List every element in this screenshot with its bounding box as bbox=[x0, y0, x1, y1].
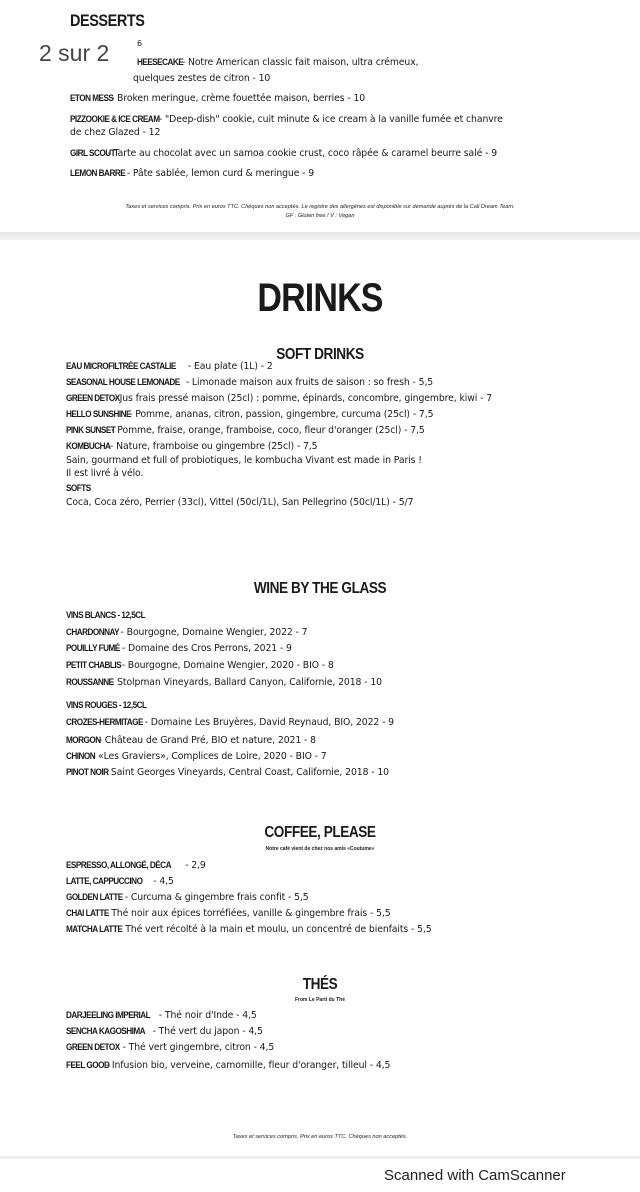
menu-item bbox=[66, 876, 178, 887]
menu-item-description: - Pâte sablée, lemon curd & meringue - 9 bbox=[123, 168, 315, 179]
menu-item-description: - Jus frais pressé maison (25cl) : pomme, épinards, concombre, gingembre, kiwi - 7 bbox=[110, 393, 493, 404]
menu-item-description: - Stolpman Vineyards, Ballard Canyon, Californie, 2018 - 10 bbox=[108, 677, 382, 688]
menu-item bbox=[66, 1010, 265, 1021]
menu-item bbox=[66, 627, 318, 638]
menu-item bbox=[66, 908, 404, 919]
menu-item-name: SENCHA KAGOSHIMA bbox=[66, 1026, 146, 1037]
menu-item-name: EAU MICROFILTRÉE CASTALIE bbox=[66, 361, 176, 372]
menu-item bbox=[66, 610, 158, 621]
menu-item-description: quelques zestes de citron - 10 bbox=[133, 73, 271, 84]
camscanner-watermark: Scanned with CamScanner bbox=[384, 1167, 566, 1184]
menu-item bbox=[66, 483, 95, 494]
menu-item bbox=[66, 393, 510, 404]
menu-item-name: SOFTS bbox=[66, 483, 91, 494]
menu-item-description: - Thé vert récolté à la main et moulu, un concentré de bienfaits - 5,5 bbox=[116, 924, 432, 935]
menu-item-description: - Curcuma & gingembre frais confit - 5,5 bbox=[121, 892, 309, 903]
menu-item-description: - Thé noir aux épices torréfiées, vanille & gingembre frais - 5,5 bbox=[102, 908, 391, 919]
menu-item-name: HELLO SUNSHINE bbox=[66, 409, 131, 420]
menu-item-name: ETON MESS bbox=[70, 93, 114, 104]
menu-item-name: GREEN DETOX bbox=[66, 1042, 120, 1053]
menu-item-name: PETIT CHABLIS bbox=[66, 660, 122, 671]
menu-item bbox=[66, 1042, 283, 1053]
menu-item-name: PINK SUNSET bbox=[66, 425, 116, 436]
section-title: COFFEE, PLEASE bbox=[264, 824, 376, 841]
menu-item bbox=[66, 660, 345, 671]
desserts-footer-legend: GF : Gluten free / V : Vegan bbox=[285, 213, 355, 219]
menu-item-description: - Domaine Les Bruyères, David Reynaud, BIO, 2022 - 9 bbox=[141, 717, 394, 728]
menu-item-name: LEMON BARRE bbox=[70, 168, 126, 179]
section-title: WINE BY THE GLASS bbox=[253, 580, 387, 597]
menu-item-description: - Domaine des Cros Perrons, 2021 - 9 bbox=[119, 643, 292, 654]
menu-item-description: - Château de Grand Pré, BIO et nature, 2021 - 8 bbox=[95, 735, 316, 746]
scan-edge bbox=[0, 1156, 640, 1159]
menu-item-name: PIZZOOKIE & ICE CREAM bbox=[70, 114, 160, 125]
menu-item bbox=[66, 441, 328, 452]
menu-item-name: PINOT NOIR bbox=[66, 767, 109, 778]
menu-item-description: - Eau plate (1L) - 2 bbox=[185, 361, 273, 372]
menu-item-description: Coca, Coca zéro, Perrier (33cl), Vittel (50cl/1L), San Pellegrino (50cl/1L) - 5/7 bbox=[66, 497, 414, 508]
menu-item bbox=[66, 643, 301, 654]
menu-item-description: - Nature, framboise ou gingembre (25cl) - 7,5 bbox=[107, 441, 318, 452]
menu-item-name: KOMBUCHA bbox=[66, 441, 111, 452]
menu-item-name: POUILLY FUMÉ bbox=[66, 643, 120, 654]
menu-item bbox=[66, 860, 212, 871]
menu-item-name: GOLDEN LATTE bbox=[66, 892, 123, 903]
menu-item-name: FEEL GOOD bbox=[66, 1060, 110, 1071]
menu-item bbox=[66, 361, 281, 372]
menu-item-description: - Infusion bio, verveine, camomille, fleur d'oranger, tilleul - 4,5 bbox=[102, 1060, 391, 1071]
menu-item bbox=[66, 700, 160, 711]
menu-item-name: SEASONAL HOUSE LEMONADE bbox=[66, 377, 180, 388]
menu-item-description: - Tarte au chocolat avec un samoa cookie crust, coco râpée & caramel beurre salé - 9 bbox=[104, 148, 498, 159]
menu-item-name: ROUSSANNE bbox=[66, 677, 114, 688]
menu-item bbox=[66, 751, 337, 762]
menu-item-name: GIRL SCOUT bbox=[70, 148, 116, 159]
menu-item-name: DARJEELING IMPERIAL bbox=[66, 1010, 151, 1021]
menu-item bbox=[66, 892, 319, 903]
menu-item-description: - Bourgogne, Domaine Wengier, 2020 - BIO - 8 bbox=[118, 660, 334, 671]
menu-item bbox=[66, 735, 326, 746]
section-subtitle: From Le Parti du Thé bbox=[294, 997, 345, 1003]
menu-item-description: Sain, gourmand et full of probiotiques, le kombucha Vivant est made in Paris ! bbox=[66, 455, 422, 466]
menu-item-description: - Pomme, fraise, orange, framboise, coco, fleur d'oranger (25cl) - 7,5 bbox=[108, 425, 425, 436]
menu-item-name: ESPRESSO, ALLONGÉ, DÉCA bbox=[66, 860, 171, 871]
desserts-title: DESSERTS bbox=[70, 11, 145, 30]
menu-item-description: - Thé vert gingembre, citron - 4,5 bbox=[119, 1042, 275, 1053]
section-title: THÉS bbox=[302, 976, 338, 993]
menu-item bbox=[66, 409, 449, 420]
drinks-footer: Taxes et services compris. Prix en euros TTC. Chèques non acceptés. bbox=[232, 1134, 408, 1140]
menu-item bbox=[66, 767, 402, 778]
menu-item-name: CHARDONNAY bbox=[66, 627, 120, 638]
menu-item-description: - Limonade maison aux fruits de saison : so fresh - 5,5 bbox=[182, 377, 434, 388]
menu-item bbox=[66, 677, 395, 688]
menu-item bbox=[66, 924, 447, 935]
menu-item-name: MORGON bbox=[66, 735, 101, 746]
drinks-title: DRINKS bbox=[257, 276, 383, 320]
menu-item-name: VINS ROUGES - 12,5CL bbox=[66, 700, 147, 711]
menu-item-description: - Broken meringue, crème fouettée maison, berries - 10 bbox=[108, 93, 366, 104]
menu-item-name: CHINON bbox=[66, 751, 96, 762]
menu-item bbox=[66, 425, 440, 436]
menu-item-description: Il est livré à vélo. bbox=[66, 468, 144, 479]
menu-item-name: GREEN DETOX bbox=[66, 393, 120, 404]
menu-item-name: MATCHA LATTE bbox=[66, 924, 123, 935]
menu-item-description: - 2,9 bbox=[182, 860, 206, 871]
menu-item bbox=[66, 497, 413, 508]
menu-item-description: - Saint Georges Vineyards, Central Coast, Californie, 2018 - 10 bbox=[101, 767, 389, 778]
section-subtitle: Notre café vient de chez nos amis «Coutume» bbox=[265, 846, 375, 852]
menu-item-name: CHAI LATTE bbox=[66, 908, 109, 919]
menu-item-name: HEESECAKE bbox=[137, 57, 184, 68]
menu-item-description: - Bourgogne, Domaine Wengier, 2022 - 7 bbox=[117, 627, 308, 638]
menu-item bbox=[66, 455, 422, 466]
menu-item bbox=[66, 377, 448, 388]
menu-item-description: - "Deep-dish" cookie, cuit minute & ice cream à la vanille fumée et chanvre bbox=[156, 114, 503, 125]
menu-item bbox=[66, 717, 408, 728]
stray-mark: 6 bbox=[137, 39, 143, 48]
menu-item bbox=[66, 1026, 271, 1037]
menu-item-description: - Thé vert du japon - 4,5 bbox=[149, 1026, 263, 1037]
menu-item-description: - Thé noir d'Inde - 4,5 bbox=[155, 1010, 257, 1021]
page-indicator: 2 sur 2 bbox=[39, 40, 110, 66]
menu-item bbox=[66, 1060, 404, 1071]
menu-item-description: - 4,5 bbox=[150, 876, 174, 887]
menu-item-description: - Pomme, ananas, citron, passion, gingembre, curcuma (25cl) - 7,5 bbox=[126, 409, 434, 420]
menu-item-name: VINS BLANCS - 12,5CL bbox=[66, 610, 146, 621]
menu-item bbox=[66, 468, 143, 479]
menu-item-name: CROZES-HERMITAGE bbox=[66, 717, 143, 728]
desserts-footer: Taxes et services compris. Prix en euros TTC. Chèques non acceptés. Le registre des allergènes est disponible sur demande auprès de la Cali Dream Team. bbox=[125, 204, 515, 210]
menu-item-description: - «Les Graviers», Complices de Loire, 2020 - BIO - 7 bbox=[89, 751, 327, 762]
menu-item-description: - Notre American classic fait maison, ultra crémeux, bbox=[179, 57, 419, 68]
menu-item-name: LATTE, CAPPUCCINO bbox=[66, 876, 143, 887]
menu-item-description: de chez Glazed - 12 bbox=[70, 127, 161, 138]
section-title: SOFT DRINKS bbox=[276, 346, 364, 363]
